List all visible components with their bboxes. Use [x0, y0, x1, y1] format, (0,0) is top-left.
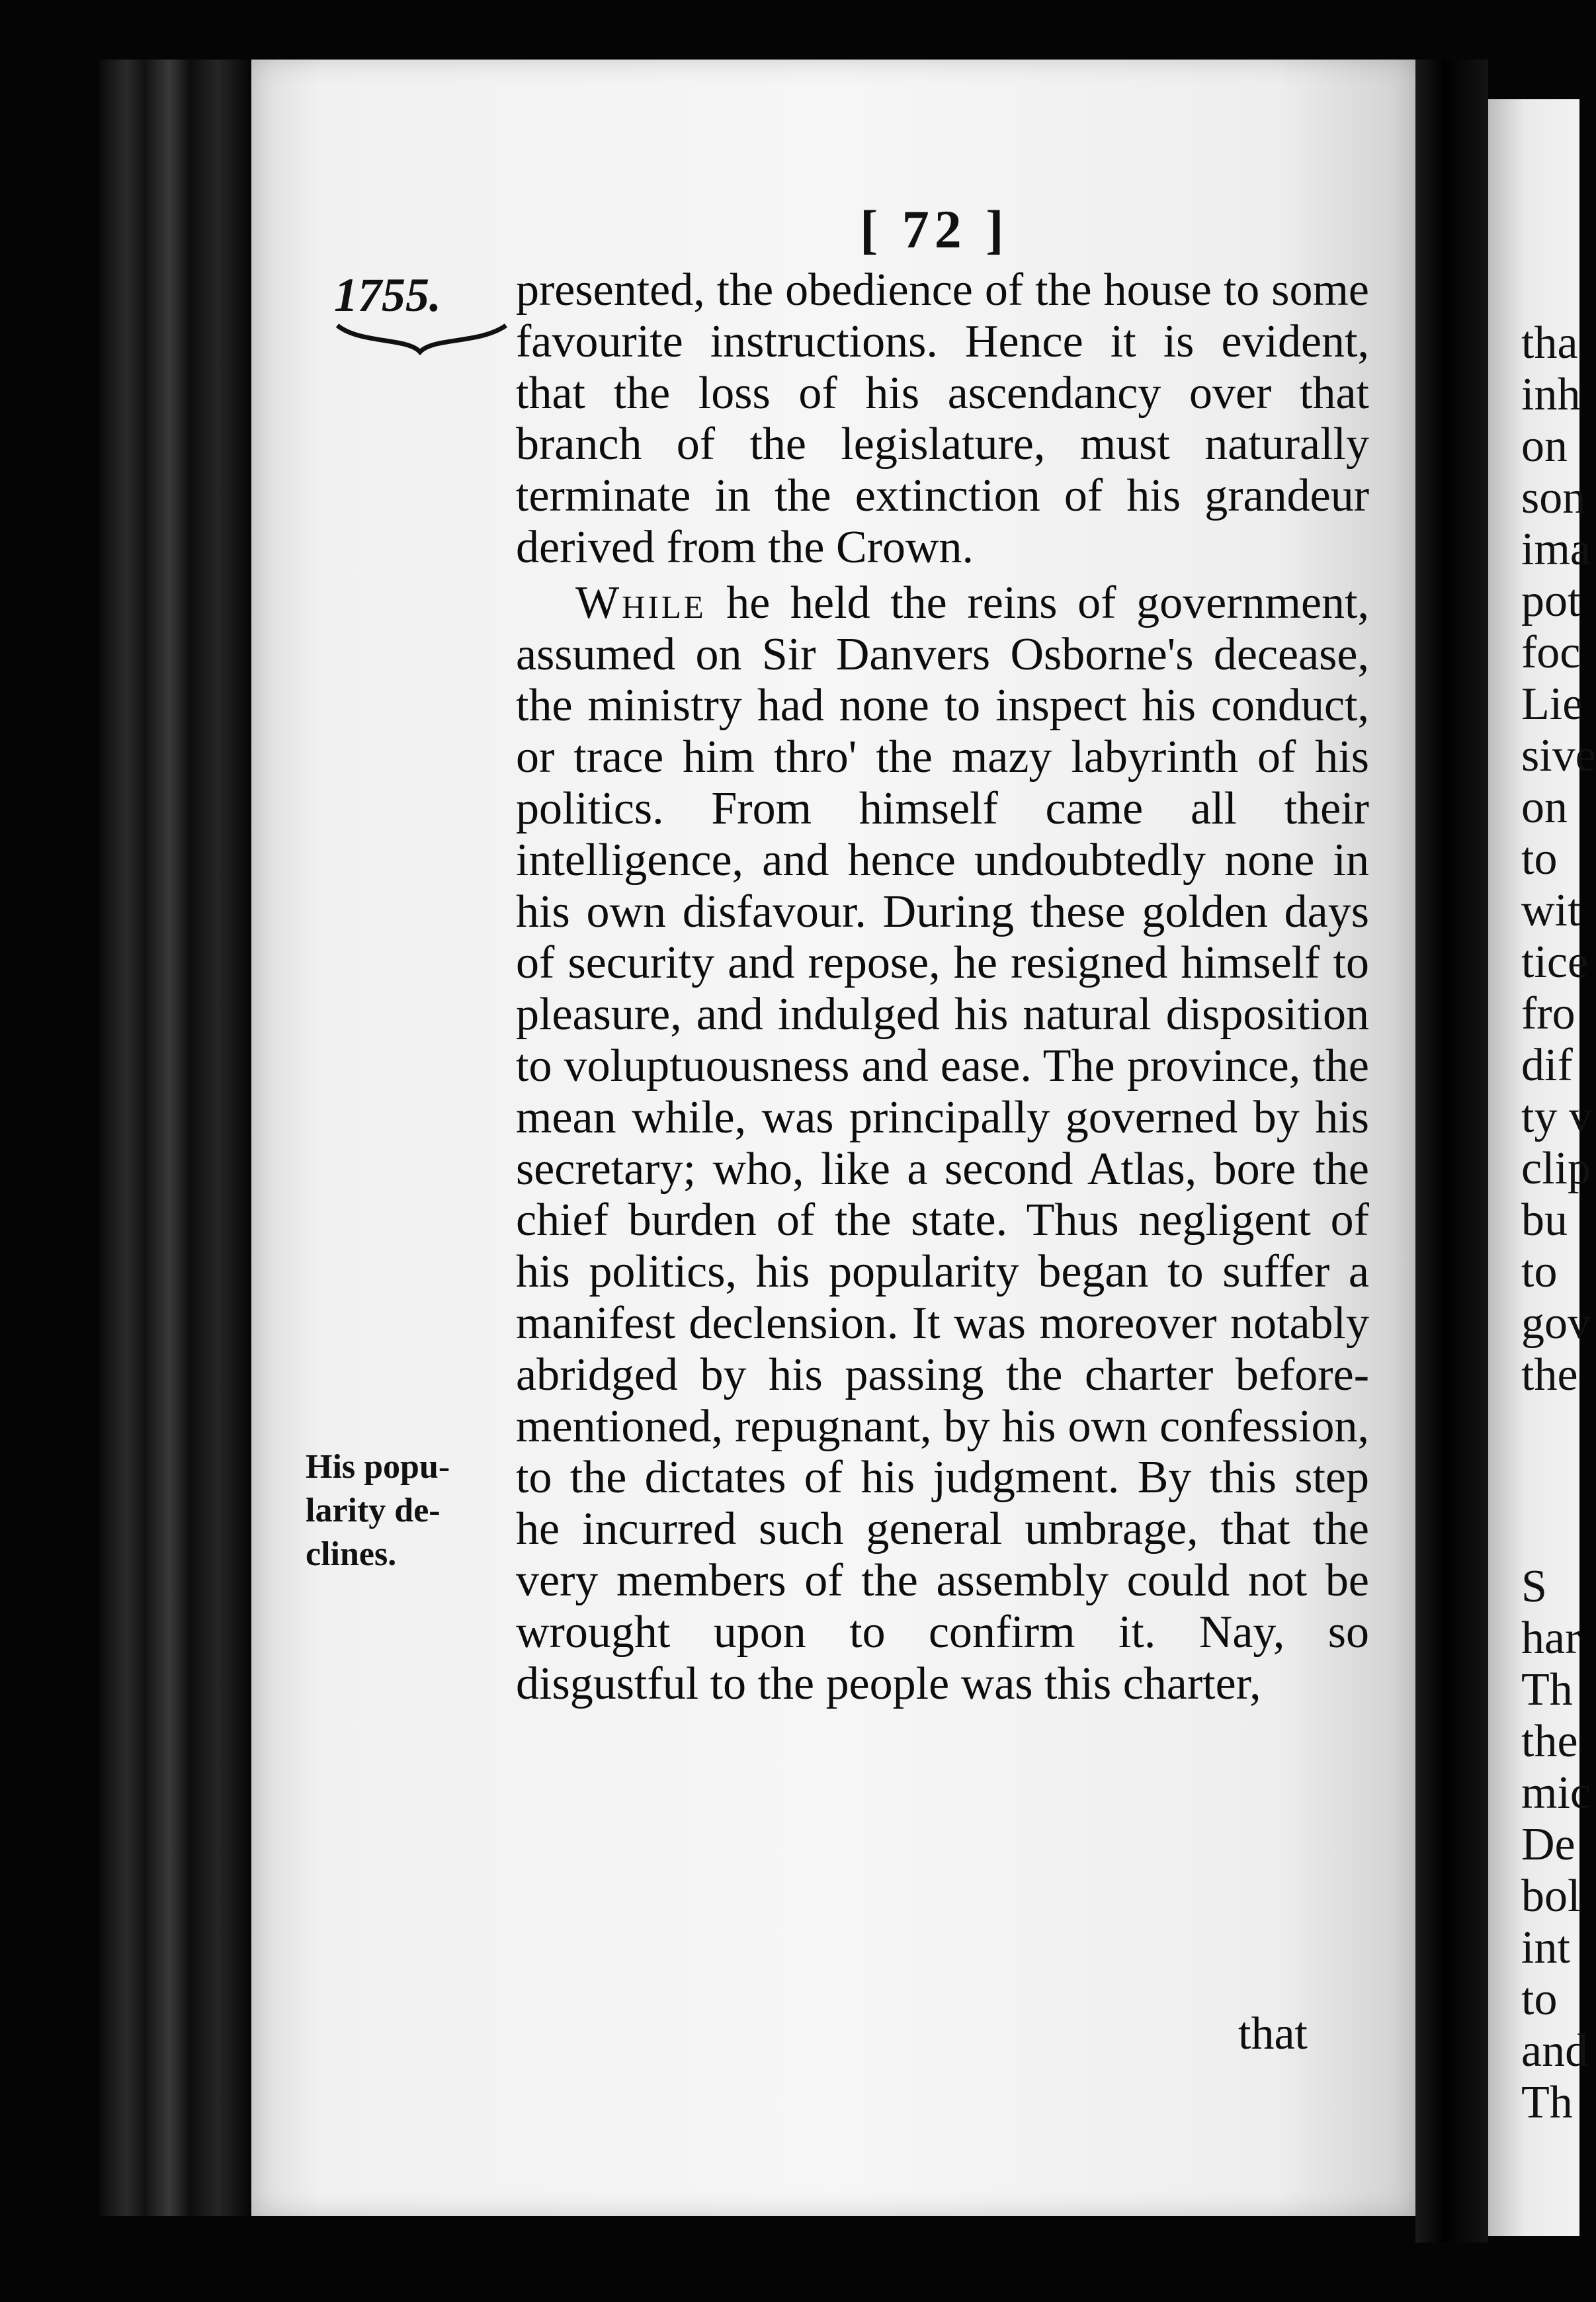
- next-page-fragment: on: [1521, 782, 1568, 833]
- next-page-edge: [1488, 99, 1596, 2236]
- next-page-fragment: mic: [1521, 1768, 1591, 1818]
- next-page-fragment: to: [1521, 833, 1558, 884]
- paragraph-2-text: he held the reins of government, assumed on Sir Danvers Osborne's decease, the ministry had none to inspect his conduct, or trace him thro' the mazy labyrinth of his politics. From himself came all their intelligence, and hence undoubtedly none in his own disfavour. During these golden days of security and repose, he resigned himself to pleasure, and indulged his natural disposition to voluptuousness and ease. The province, the mean while, was principally governed by his secretary; who, like a second Atlas, bore the chief burden of the state. Thus negligent of his politics, his popularity began to suffer a manifest declension. It was moreover notably abridged by his passing the charter before-mentioned, repugnant, by his own confession, to the dictates of his judgment. By this step he incurred such general umbrage, that the very members of the assembly could not be wrought upon to confirm it. Nay, so disgustful to the people was this charter,: [516, 577, 1369, 1709]
- book-left-edge: [99, 60, 251, 2216]
- side-note-popularity: His popu-larity de-clines.: [306, 1448, 450, 1573]
- next-page-fragment: Th: [1521, 2077, 1573, 2128]
- next-page-lines-top: [1521, 318, 1596, 1401]
- curly-brace-icon: [334, 318, 509, 357]
- next-page-fragment: to: [1521, 1974, 1558, 2025]
- catchword: that: [1238, 2008, 1308, 2059]
- next-page-fragment: son: [1521, 472, 1586, 523]
- page-number: [ 72 ]: [860, 199, 1009, 259]
- next-page-fragment: bol: [1521, 1871, 1581, 1922]
- next-page-fragment: foc: [1521, 627, 1581, 678]
- next-page-fragment: int: [1521, 1922, 1570, 1973]
- next-page-fragment: on: [1521, 421, 1568, 472]
- next-page-fragment: inh: [1521, 369, 1581, 420]
- next-page-fragment: the: [1521, 1349, 1578, 1400]
- next-page-fragment: bu: [1521, 1195, 1568, 1246]
- year-marginal-note: 1755.: [334, 269, 441, 321]
- next-page-fragment: Lie: [1521, 679, 1583, 730]
- body-text: [516, 265, 1369, 1709]
- next-page-fragment: tha: [1521, 318, 1578, 368]
- next-page-lines-bottom: [1521, 1561, 1591, 2129]
- next-page-fragment: har: [1521, 1613, 1581, 1664]
- next-page-fragment: tice: [1521, 937, 1589, 988]
- book-gutter: [1415, 60, 1488, 2242]
- next-page-fragment: and: [1521, 2025, 1589, 2076]
- next-page-fragment: the: [1521, 1716, 1578, 1767]
- next-page-fragment: ima: [1521, 524, 1591, 575]
- paragraph-1: presented, the obedience of the house to some favourite instructions. Hence it is evident, that the loss of his ascendancy over that branch of the legislature, must naturally terminate in the extinction of his grandeur derived from the Crown.: [516, 265, 1369, 573]
- next-page-fragment: fro: [1521, 988, 1575, 1039]
- next-page-fragment: gov: [1521, 1298, 1591, 1349]
- next-page-fragment: pot: [1521, 576, 1581, 626]
- next-page-fragment: clip: [1521, 1143, 1591, 1194]
- paragraph-2: [516, 577, 1369, 1710]
- next-page-fragment: Th: [1521, 1664, 1573, 1715]
- next-page-fragment: to: [1521, 1246, 1558, 1297]
- next-page-fragment: wit: [1521, 885, 1581, 936]
- drop-word: While: [575, 577, 706, 628]
- next-page-fragment: De: [1521, 1819, 1575, 1870]
- next-page-fragment: ty v: [1521, 1091, 1592, 1142]
- next-page-fragment: S: [1521, 1561, 1547, 1612]
- next-page-fragment: dif: [1521, 1040, 1573, 1091]
- next-page-fragment: sive: [1521, 730, 1596, 781]
